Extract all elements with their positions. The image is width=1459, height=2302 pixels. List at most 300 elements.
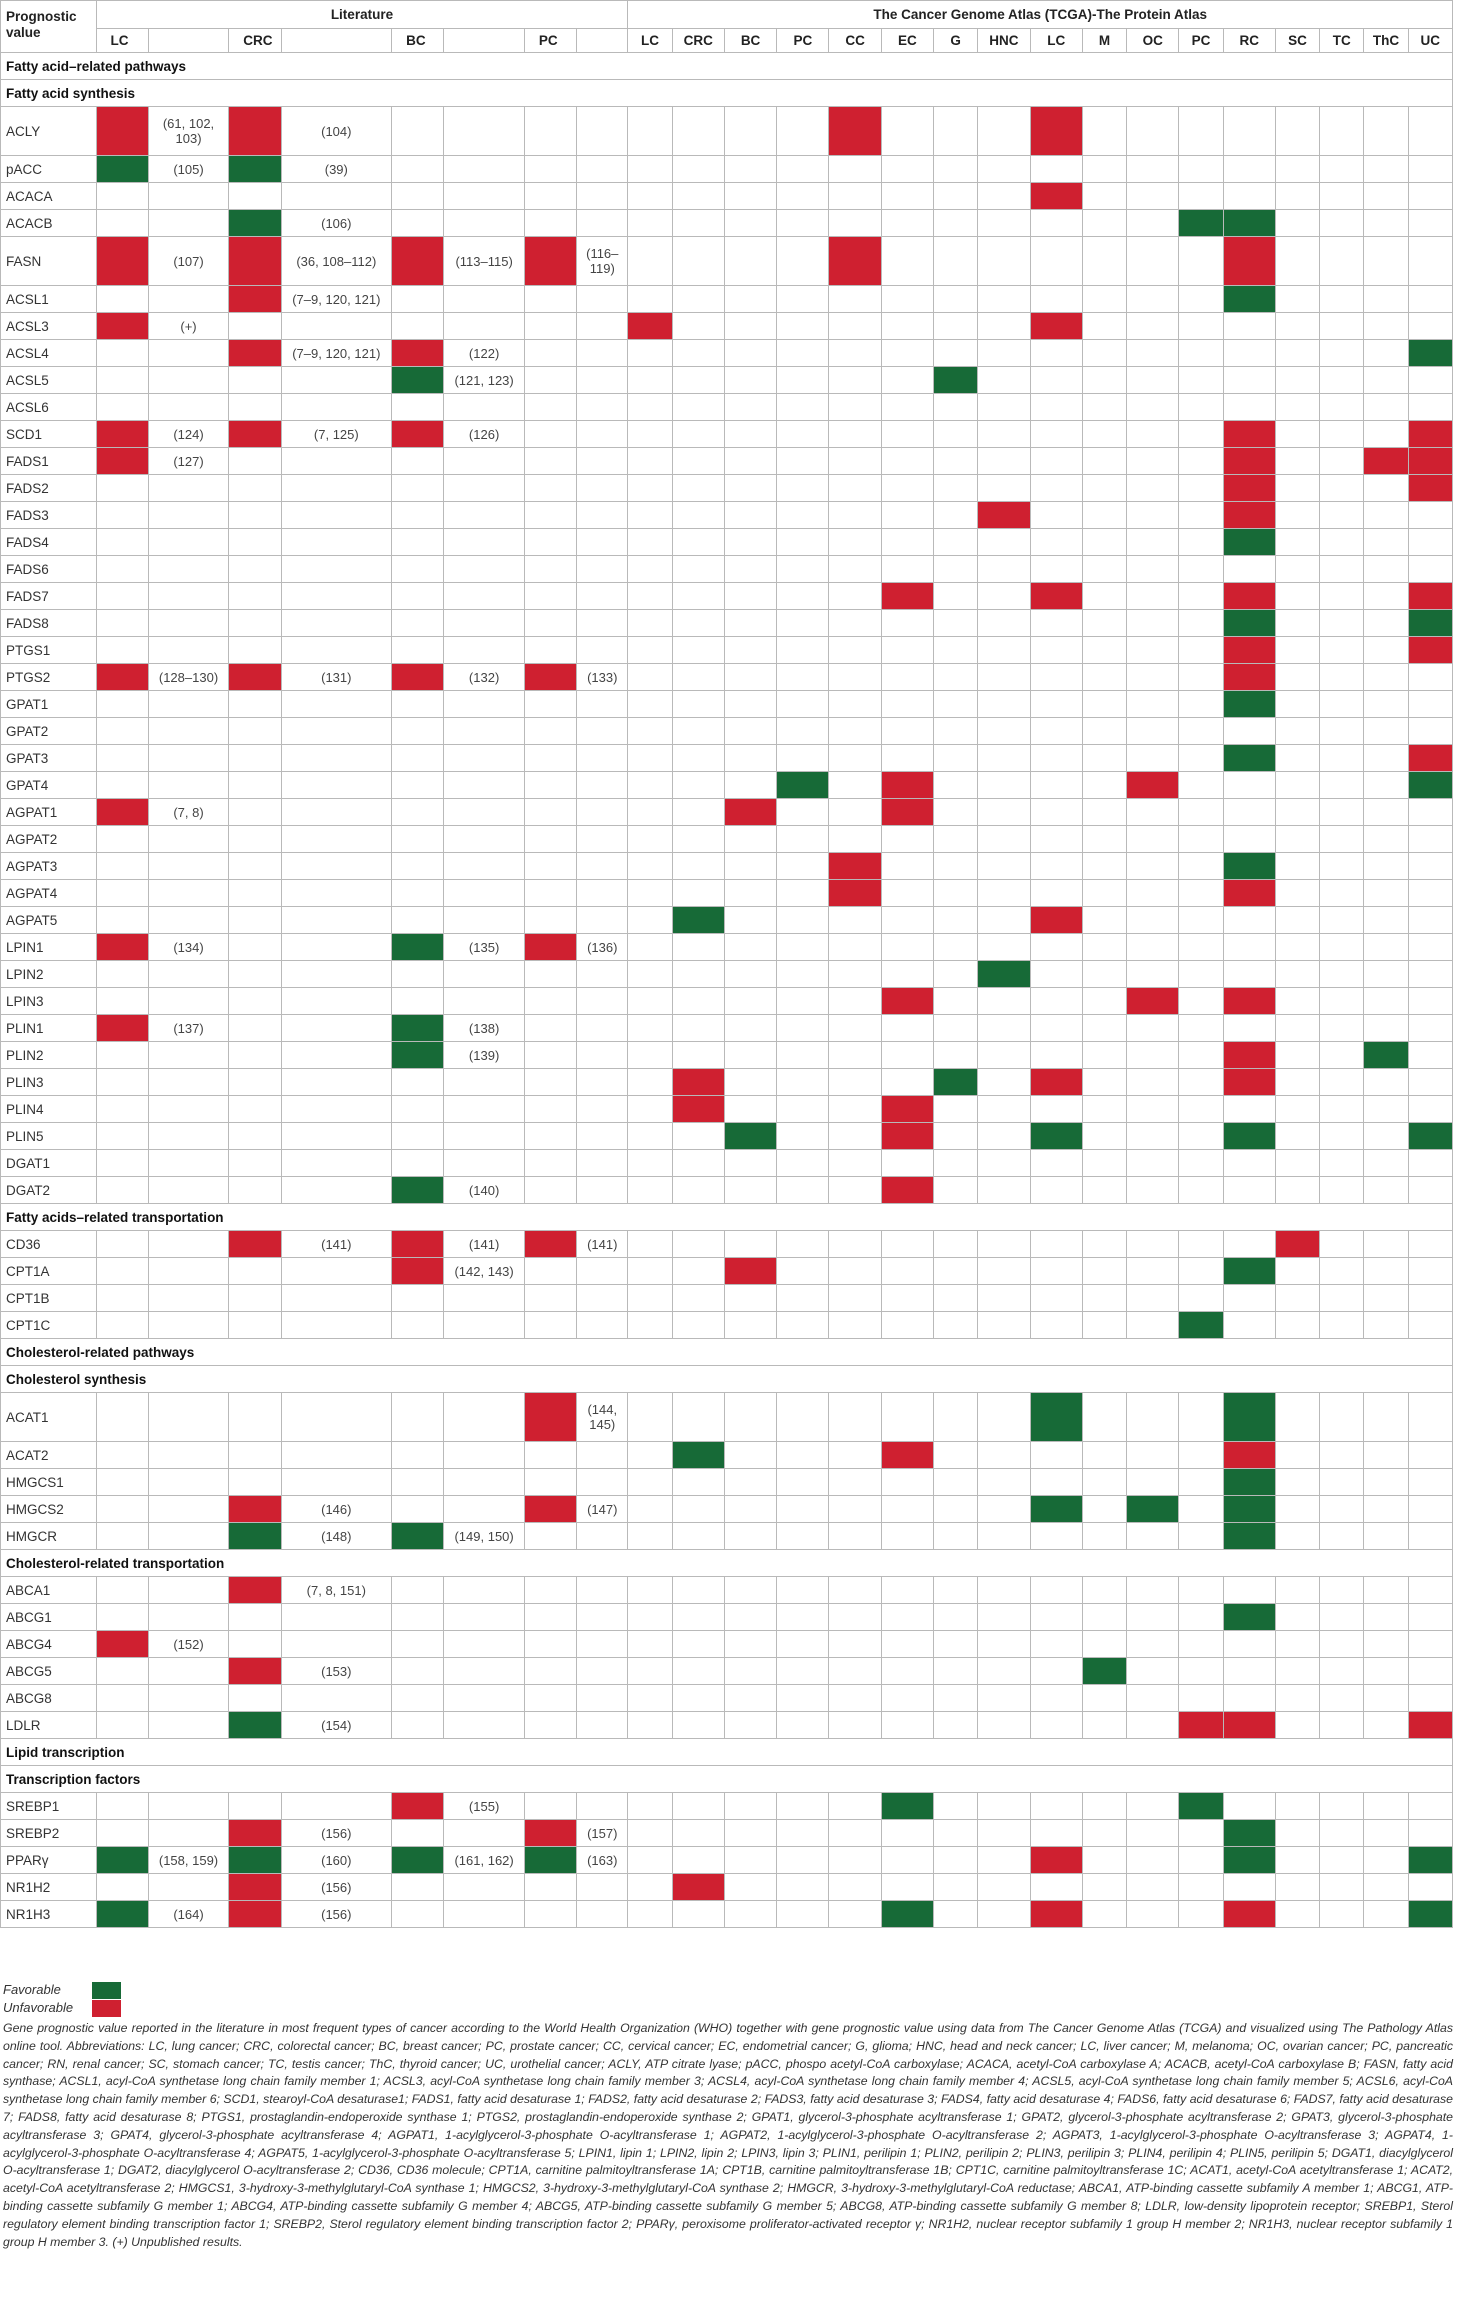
tcga-prognosis-cell (978, 1604, 1030, 1631)
literature-prognosis-cell (229, 610, 281, 637)
literature-reference (577, 1015, 628, 1042)
literature-prognosis-cell (392, 934, 444, 961)
tcga-prognosis-cell (934, 1312, 978, 1339)
tcga-prognosis-cell (978, 1577, 1030, 1604)
literature-prognosis-cell (96, 556, 148, 583)
literature-reference (281, 610, 392, 637)
tcga-prognosis-cell (1179, 826, 1223, 853)
tcga-prognosis-cell (1364, 448, 1408, 475)
tcga-prognosis-cell (628, 799, 672, 826)
tcga-prognosis-cell (1030, 1523, 1082, 1550)
literature-prognosis-cell (524, 880, 576, 907)
tcga-prognosis-cell (1030, 1658, 1082, 1685)
literature-prognosis-cell (229, 156, 281, 183)
tcga-prognosis-cell (672, 691, 724, 718)
gene-name: AGPAT2 (1, 826, 97, 853)
tcga-prognosis-cell (777, 340, 829, 367)
tcga-prognosis-cell (1223, 1469, 1275, 1496)
literature-prognosis-cell (392, 286, 444, 313)
tcga-prognosis-cell (1320, 853, 1364, 880)
tcga-prognosis-cell (777, 637, 829, 664)
tcga-prognosis-cell (672, 826, 724, 853)
literature-prognosis-cell (524, 156, 576, 183)
tcga-prognosis-cell (881, 210, 933, 237)
tcga-prognosis-cell (934, 691, 978, 718)
literature-reference (444, 772, 524, 799)
tcga-prognosis-cell (1127, 718, 1179, 745)
tcga-prognosis-cell (1320, 1042, 1364, 1069)
literature-reference (281, 988, 392, 1015)
tcga-prognosis-cell (1179, 313, 1223, 340)
tcga-prognosis-cell (1179, 907, 1223, 934)
tcga-prognosis-cell (1275, 1685, 1319, 1712)
literature-reference (577, 988, 628, 1015)
literature-prognosis-cell (392, 1442, 444, 1469)
tcga-prognosis-cell (934, 637, 978, 664)
literature-prognosis-cell (229, 961, 281, 988)
gene-name: DGAT2 (1, 1177, 97, 1204)
literature-prognosis-cell (229, 183, 281, 210)
literature-reference (577, 826, 628, 853)
literature-reference (281, 475, 392, 502)
literature-reference: (157) (577, 1820, 628, 1847)
tcga-prognosis-cell (1364, 1496, 1408, 1523)
tcga-prognosis-cell (1408, 448, 1452, 475)
literature-prognosis-cell (524, 745, 576, 772)
tcga-prognosis-cell (934, 107, 978, 156)
tcga-prognosis-cell (881, 1442, 933, 1469)
tcga-prognosis-cell (881, 637, 933, 664)
tcga-prognosis-cell (1320, 637, 1364, 664)
prognostic-value-header: Prognostic value (1, 1, 97, 53)
tcga-prognosis-cell (1275, 1231, 1319, 1258)
literature-prognosis-cell (392, 745, 444, 772)
tcga-prognosis-cell (672, 1793, 724, 1820)
tcga-prognosis-cell (934, 1874, 978, 1901)
tcga-prognosis-cell (1408, 1285, 1452, 1312)
tcga-prognosis-cell (1275, 745, 1319, 772)
tcga-col: G (934, 29, 978, 53)
tcga-prognosis-cell (1030, 664, 1082, 691)
tcga-prognosis-cell (978, 448, 1030, 475)
tcga-prognosis-cell (829, 1658, 881, 1685)
tcga-prognosis-cell (1320, 1069, 1364, 1096)
literature-reference (577, 1793, 628, 1820)
tcga-prognosis-cell (1320, 210, 1364, 237)
tcga-prognosis-cell (934, 394, 978, 421)
tcga-prognosis-cell (724, 1523, 776, 1550)
tcga-prognosis-cell (1082, 529, 1126, 556)
literature-reference: (113–115) (444, 237, 524, 286)
tcga-prognosis-cell (978, 421, 1030, 448)
literature-reference (577, 340, 628, 367)
literature-prognosis-cell (229, 1393, 281, 1442)
tcga-prognosis-cell (881, 1096, 933, 1123)
tcga-prognosis-cell (1364, 880, 1408, 907)
literature-prognosis-cell (229, 1096, 281, 1123)
table-row (1, 1312, 1453, 1339)
table-caption: Gene prognostic value reported in the literature in most frequent types of cancer according to the World Health Organization (WHO) together with gene prognostic value using data from The Cancer Genome Atlas (TCGA) and visualized using The Pathology Atlas online tool. Abbreviations: LC, lung cancer; CRC, colorectal cancer; BC, breast cancer; PC, prostate cancer; CC, cervical cancer; EC, endometrial cancer; G, glioma; HNC, head and neck cancer; LC, liver cancer; M, melanoma; OC, ovarian cancer; PC, pancreatic cancer; RN, renal cancer; SC, stomach cancer; TC, testis cancer; ThC, thyroid cancer; UC, urothelial cancer; ACLY, ATP citrate lyase; pACC, phospo acetyl-CoA carboxylase; ACACA, acetyl-CoA carboxylase A; ACACB, acetyl-CoA carboxylase B; FASN, fatty acid synthase; ACSL1, acyl-CoA synthetase long chain family member 1; ACSL3, acyl-CoA synthetase long chain family member 3; ACSL4, acyl-CoA synthetase long chain family member 4; ACSL5, acyl-CoA synthetase long chain family member 5; ACSL6, acyl-CoA synthetase long chain family member 6; SCD1, stearoyl-CoA desaturase1; FADS1, fatty acid desaturase 1; FADS2, fatty acid desaturase 2; FADS3, fatty acid desaturase 3; FADS4, fatty acid desaturase 4; FADS6, fatty acid desaturase 6; FADS7, fatty acid desaturase 7; FADS8, fatty acid desaturase 8; PTGS1, prostaglandin-endoperoxide synthase 1; PTGS2, prostaglandin-endoperoxide synthase 2; GPAT1, glycerol-3-phosphate acyltransferase 1; GPAT2, glycerol-3-phosphate acyltransferase 2; GPAT3, glycerol-3-phosphate acyltransferase 3; GPAT4, glycerol-3-phosphate acyltransferase 4; AGPAT1, 1-acylglycerol-3-phosphate O-acyltransferase 1; AGPAT2, 1-acylglycerol-3-phosphate O-acyltransferase 2; AGPAT3, 1-acylglycerol-3-phosphate O-acyltransferase 3; AGPAT4, 1-acylglycerol-3-phosphate O-acyltransferase 4; AGPAT5, 1-acylglycerol-3-phosphate O-acyltransferase 5; LPIN1, lipin 1; LPIN2, lipin 2; LPIN3, lipin 3; PLIN1, perilipin 1; PLIN2, perilipin 2; PLIN3, perilipin 3; PLIN4, perilipin 4; PLIN5, perilipin 5; DGAT1, diacylglycerol O-acyltransferase 1; DGAT2, diacylglycerol O-acyltransferase 2; CD36, CD36 molecule; CPT1A, carnitine palmitoyltransferase 1A; CPT1B, carnitine palmitoyltransferase 1B; CPT1C, carnitine palmitoyltransferase 1C; ACAT1, acetyl-CoA acetyltransferase 1; ACAT2, acetyl-CoA acetyltransferase 2; HMGCS1, 3-hydroxy-3-methylglutaryl-CoA synthase 1; HMGCS2, 3-hydroxy-3-methylglutaryl-CoA synthase 2; HMGCR, 3-hydroxy-3-methylglutaryl-CoA reductase; ABCA1, ATP-binding cassette subfamily A member 1; ABCG1, ATP-binding cassette subfamily G member 1; ABCG4, ATP-binding cassette subfamily G member 4; ABCG5, ATP-binding cassette subfamily G member 5; ABCG8, ATP-binding cassette subfamily G member 8; LDLR, low-density lipoprotein receptor; SREBP1, Sterol regulatory element binding transcription factor 1; SREBP2, Sterol regulatory element binding transcription factor 2; PPARγ, peroxisome proliferator-activated receptor γ; NR1H2, nuclear receptor subfamily 1 group H member 2; NR1H3, nuclear receptor subfamily 1 group H member 3. (+) Unpublished results. (3, 2021, 1453, 2249)
tcga-prognosis-cell (934, 907, 978, 934)
tcga-prognosis-cell (934, 1631, 978, 1658)
tcga-prognosis-cell (724, 1177, 776, 1204)
tcga-prognosis-cell (978, 1901, 1030, 1928)
tcga-prognosis-cell (1127, 1847, 1179, 1874)
tcga-prognosis-cell (829, 394, 881, 421)
tcga-prognosis-cell (1364, 1393, 1408, 1442)
tcga-prognosis-cell (724, 1685, 776, 1712)
literature-reference: (158, 159) (148, 1847, 228, 1874)
tcga-prognosis-cell (1320, 799, 1364, 826)
tcga-col: M (1082, 29, 1126, 53)
tcga-prognosis-cell (1223, 1793, 1275, 1820)
literature-prognosis-cell (229, 1177, 281, 1204)
tcga-prognosis-cell (1179, 772, 1223, 799)
tcga-prognosis-cell (1082, 421, 1126, 448)
literature-prognosis-cell (524, 340, 576, 367)
tcga-prognosis-cell (829, 1177, 881, 1204)
tcga-prognosis-cell (1408, 367, 1452, 394)
tcga-prognosis-cell (628, 637, 672, 664)
literature-prognosis-cell (392, 367, 444, 394)
tcga-prognosis-cell (1082, 664, 1126, 691)
tcga-prognosis-cell (1223, 1096, 1275, 1123)
literature-prognosis-cell (392, 502, 444, 529)
literature-prognosis-cell (524, 1685, 576, 1712)
gene-name: AGPAT3 (1, 853, 97, 880)
tcga-prognosis-cell (978, 1312, 1030, 1339)
tcga-prognosis-cell (777, 1793, 829, 1820)
tcga-prognosis-cell (829, 610, 881, 637)
tcga-prognosis-cell (672, 183, 724, 210)
tcga-prognosis-cell (1179, 1604, 1223, 1631)
literature-prognosis-cell (524, 664, 576, 691)
tcga-prognosis-cell (672, 637, 724, 664)
tcga-prognosis-cell (934, 826, 978, 853)
literature-prognosis-cell (229, 880, 281, 907)
tcga-prognosis-cell (1030, 210, 1082, 237)
tcga-prognosis-cell (1179, 853, 1223, 880)
tcga-prognosis-cell (724, 691, 776, 718)
tcga-prognosis-cell (881, 1258, 933, 1285)
tcga-prognosis-cell (1364, 156, 1408, 183)
table-row (1, 1123, 1453, 1150)
tcga-prognosis-cell (724, 1820, 776, 1847)
tcga-prognosis-cell (777, 475, 829, 502)
literature-reference (577, 1469, 628, 1496)
literature-reference (281, 934, 392, 961)
tcga-prognosis-cell (1082, 502, 1126, 529)
tcga-prognosis-cell (1275, 907, 1319, 934)
literature-reference (281, 1069, 392, 1096)
tcga-prognosis-cell (1082, 1658, 1126, 1685)
tcga-prognosis-cell (1320, 394, 1364, 421)
literature-prognosis-cell (96, 1231, 148, 1258)
tcga-prognosis-cell (672, 1469, 724, 1496)
literature-reference: (152) (148, 1631, 228, 1658)
table-row (1, 286, 1453, 313)
tcga-prognosis-cell (978, 718, 1030, 745)
tcga-prognosis-cell (934, 313, 978, 340)
literature-reference: (61, 102, 103) (148, 107, 228, 156)
tcga-prognosis-cell (1223, 691, 1275, 718)
section-row (1, 80, 1453, 107)
literature-prognosis-cell (392, 475, 444, 502)
tcga-prognosis-cell (1275, 1393, 1319, 1442)
literature-prognosis-cell (96, 1096, 148, 1123)
literature-reference: (7, 8, 151) (281, 1577, 392, 1604)
tcga-prognosis-cell (1320, 1793, 1364, 1820)
tcga-prognosis-cell (978, 1069, 1030, 1096)
tcga-prognosis-cell (724, 556, 776, 583)
tcga-prognosis-cell (1275, 448, 1319, 475)
tcga-prognosis-cell (934, 1820, 978, 1847)
tcga-prognosis-cell (1364, 637, 1408, 664)
literature-prognosis-cell (229, 1015, 281, 1042)
literature-reference (577, 1685, 628, 1712)
literature-prognosis-cell (96, 1577, 148, 1604)
literature-reference (148, 718, 228, 745)
tcga-prognosis-cell (934, 183, 978, 210)
gene-name: PTGS1 (1, 637, 97, 664)
literature-prognosis-cell (96, 1150, 148, 1177)
tcga-prognosis-cell (724, 1042, 776, 1069)
literature-reference: (146) (281, 1496, 392, 1523)
tcga-prognosis-cell (1364, 421, 1408, 448)
literature-reference (148, 610, 228, 637)
tcga-prognosis-cell (1082, 826, 1126, 853)
gene-name: SREBP2 (1, 1820, 97, 1847)
tcga-prognosis-cell (1364, 210, 1408, 237)
literature-reference: (141) (281, 1231, 392, 1258)
table-row (1, 583, 1453, 610)
tcga-prognosis-cell (1320, 286, 1364, 313)
literature-reference (577, 610, 628, 637)
literature-prognosis-cell (96, 718, 148, 745)
tcga-prognosis-cell (1179, 988, 1223, 1015)
literature-reference (577, 1874, 628, 1901)
tcga-prognosis-cell (934, 367, 978, 394)
tcga-prognosis-cell (777, 1847, 829, 1874)
literature-prognosis-cell (392, 156, 444, 183)
table-row (1, 961, 1453, 988)
literature-reference (281, 907, 392, 934)
tcga-prognosis-cell (1030, 1901, 1082, 1928)
literature-prognosis-cell (392, 529, 444, 556)
literature-prognosis-cell (392, 1685, 444, 1712)
tcga-prognosis-cell (777, 1069, 829, 1096)
tcga-prognosis-cell (1082, 183, 1126, 210)
gene-name: PLIN5 (1, 1123, 97, 1150)
tcga-prognosis-cell (1364, 556, 1408, 583)
tcga-prognosis-cell (777, 156, 829, 183)
literature-prognosis-cell (229, 448, 281, 475)
tcga-prognosis-cell (1127, 664, 1179, 691)
tcga-prognosis-cell (1364, 961, 1408, 988)
tcga-prognosis-cell (978, 156, 1030, 183)
literature-reference (148, 691, 228, 718)
literature-prognosis-cell (96, 1177, 148, 1204)
literature-prognosis-cell (96, 1285, 148, 1312)
literature-reference (577, 421, 628, 448)
tcga-prognosis-cell (628, 340, 672, 367)
literature-reference (148, 210, 228, 237)
tcga-prognosis-cell (1364, 988, 1408, 1015)
tcga-prognosis-cell (777, 556, 829, 583)
tcga-prognosis-cell (628, 556, 672, 583)
tcga-prognosis-cell (724, 1150, 776, 1177)
tcga-prognosis-cell (724, 718, 776, 745)
tcga-prognosis-cell (672, 237, 724, 286)
literature-reference (577, 1285, 628, 1312)
table-row (1, 1712, 1453, 1739)
literature-prognosis-cell (392, 961, 444, 988)
literature-prognosis-cell (96, 880, 148, 907)
literature-prognosis-cell (229, 313, 281, 340)
tcga-prognosis-cell (829, 826, 881, 853)
literature-reference (577, 853, 628, 880)
tcga-prognosis-cell (1408, 183, 1452, 210)
tcga-prognosis-cell (1408, 237, 1452, 286)
tcga-prognosis-cell (978, 799, 1030, 826)
tcga-prognosis-cell (1223, 637, 1275, 664)
literature-reference (148, 1069, 228, 1096)
literature-reference (148, 583, 228, 610)
tcga-prognosis-cell (1408, 718, 1452, 745)
literature-reference (577, 1712, 628, 1739)
literature-reference: (128–130) (148, 664, 228, 691)
tcga-prognosis-cell (1223, 907, 1275, 934)
tcga-prognosis-cell (1320, 772, 1364, 799)
literature-reference (281, 691, 392, 718)
literature-reference (577, 1901, 628, 1928)
legend-favorable-swatch (92, 1982, 121, 1999)
literature-prognosis-cell (524, 1577, 576, 1604)
tcga-prognosis-cell (1030, 1015, 1082, 1042)
tcga-prognosis-cell (1030, 1577, 1082, 1604)
literature-reference (281, 826, 392, 853)
literature-reference (444, 1874, 524, 1901)
literature-prognosis-cell (229, 1469, 281, 1496)
tcga-prognosis-cell (829, 1069, 881, 1096)
literature-prognosis-cell (392, 107, 444, 156)
tcga-prognosis-cell (1127, 1685, 1179, 1712)
tcga-prognosis-cell (1223, 1712, 1275, 1739)
literature-reference (444, 637, 524, 664)
gene-name: PTGS2 (1, 664, 97, 691)
tcga-prognosis-cell (1223, 1015, 1275, 1042)
tcga-prognosis-cell (829, 988, 881, 1015)
tcga-prognosis-cell (1275, 1285, 1319, 1312)
tcga-prognosis-cell (777, 799, 829, 826)
tcga-prognosis-cell (1275, 1874, 1319, 1901)
table-row (1, 367, 1453, 394)
tcga-prognosis-cell (1320, 1015, 1364, 1042)
gene-name: HMGCS2 (1, 1496, 97, 1523)
literature-prognosis-cell (524, 1874, 576, 1901)
tcga-prognosis-cell (829, 1523, 881, 1550)
tcga-prognosis-cell (1179, 475, 1223, 502)
tcga-prognosis-cell (777, 934, 829, 961)
section-heading: Cholesterol synthesis (1, 1366, 1453, 1393)
tcga-prognosis-cell (1127, 237, 1179, 286)
tcga-col: EC (881, 29, 933, 53)
literature-reference (148, 1096, 228, 1123)
tcga-prognosis-cell (1127, 1820, 1179, 1847)
tcga-prognosis-cell (1082, 394, 1126, 421)
tcga-prognosis-cell (829, 1874, 881, 1901)
literature-prognosis-cell (524, 637, 576, 664)
literature-prognosis-cell (96, 183, 148, 210)
tcga-prognosis-cell (628, 529, 672, 556)
tcga-prognosis-cell (1364, 745, 1408, 772)
gene-name: ABCA1 (1, 1577, 97, 1604)
literature-prognosis-cell (524, 556, 576, 583)
tcga-prognosis-cell (1320, 1231, 1364, 1258)
literature-reference (281, 1042, 392, 1069)
section-heading: Cholesterol-related pathways (1, 1339, 1453, 1366)
literature-prognosis-cell (96, 1258, 148, 1285)
tcga-prognosis-cell (1408, 799, 1452, 826)
tcga-prognosis-cell (881, 907, 933, 934)
tcga-prognosis-cell (1275, 1631, 1319, 1658)
tcga-prognosis-cell (1082, 610, 1126, 637)
literature-reference: (36, 108–112) (281, 237, 392, 286)
literature-prognosis-cell (229, 799, 281, 826)
literature-reference (577, 1577, 628, 1604)
tcga-prognosis-cell (978, 691, 1030, 718)
literature-prognosis-cell (96, 934, 148, 961)
tcga-prognosis-cell (934, 1847, 978, 1874)
tcga-prognosis-cell (628, 313, 672, 340)
tcga-prognosis-cell (777, 1150, 829, 1177)
tcga-prognosis-cell (978, 772, 1030, 799)
tcga-prognosis-cell (1364, 1469, 1408, 1496)
literature-prognosis-cell (229, 1874, 281, 1901)
tcga-prognosis-cell (978, 1469, 1030, 1496)
tcga-prognosis-cell (881, 826, 933, 853)
literature-prognosis-cell (96, 1901, 148, 1928)
gene-name: ACSL4 (1, 340, 97, 367)
tcga-col: TC (1320, 29, 1364, 53)
tcga-prognosis-cell (881, 1685, 933, 1712)
table-body (1, 53, 1453, 1928)
tcga-prognosis-cell (934, 556, 978, 583)
tcga-prognosis-cell (1030, 934, 1082, 961)
tcga-prognosis-cell (1223, 772, 1275, 799)
gene-name: FADS8 (1, 610, 97, 637)
tcga-prognosis-cell (829, 1231, 881, 1258)
tcga-prognosis-cell (881, 1820, 933, 1847)
tcga-prognosis-cell (978, 664, 1030, 691)
tcga-prognosis-cell (1030, 583, 1082, 610)
literature-prognosis-cell (229, 1631, 281, 1658)
tcga-prognosis-cell (1030, 961, 1082, 988)
tcga-prognosis-cell (881, 107, 933, 156)
tcga-prognosis-cell (881, 961, 933, 988)
gene-name: GPAT4 (1, 772, 97, 799)
table-row (1, 156, 1453, 183)
literature-reference (577, 718, 628, 745)
tcga-prognosis-cell (1320, 475, 1364, 502)
gene-name: ACACB (1, 210, 97, 237)
tcga-prognosis-cell (628, 1258, 672, 1285)
tcga-prognosis-cell (1223, 475, 1275, 502)
section-heading: Lipid transcription (1, 1739, 1453, 1766)
tcga-prognosis-cell (934, 1712, 978, 1739)
literature-prognosis-cell (392, 1712, 444, 1739)
tcga-prognosis-cell (1127, 1577, 1179, 1604)
